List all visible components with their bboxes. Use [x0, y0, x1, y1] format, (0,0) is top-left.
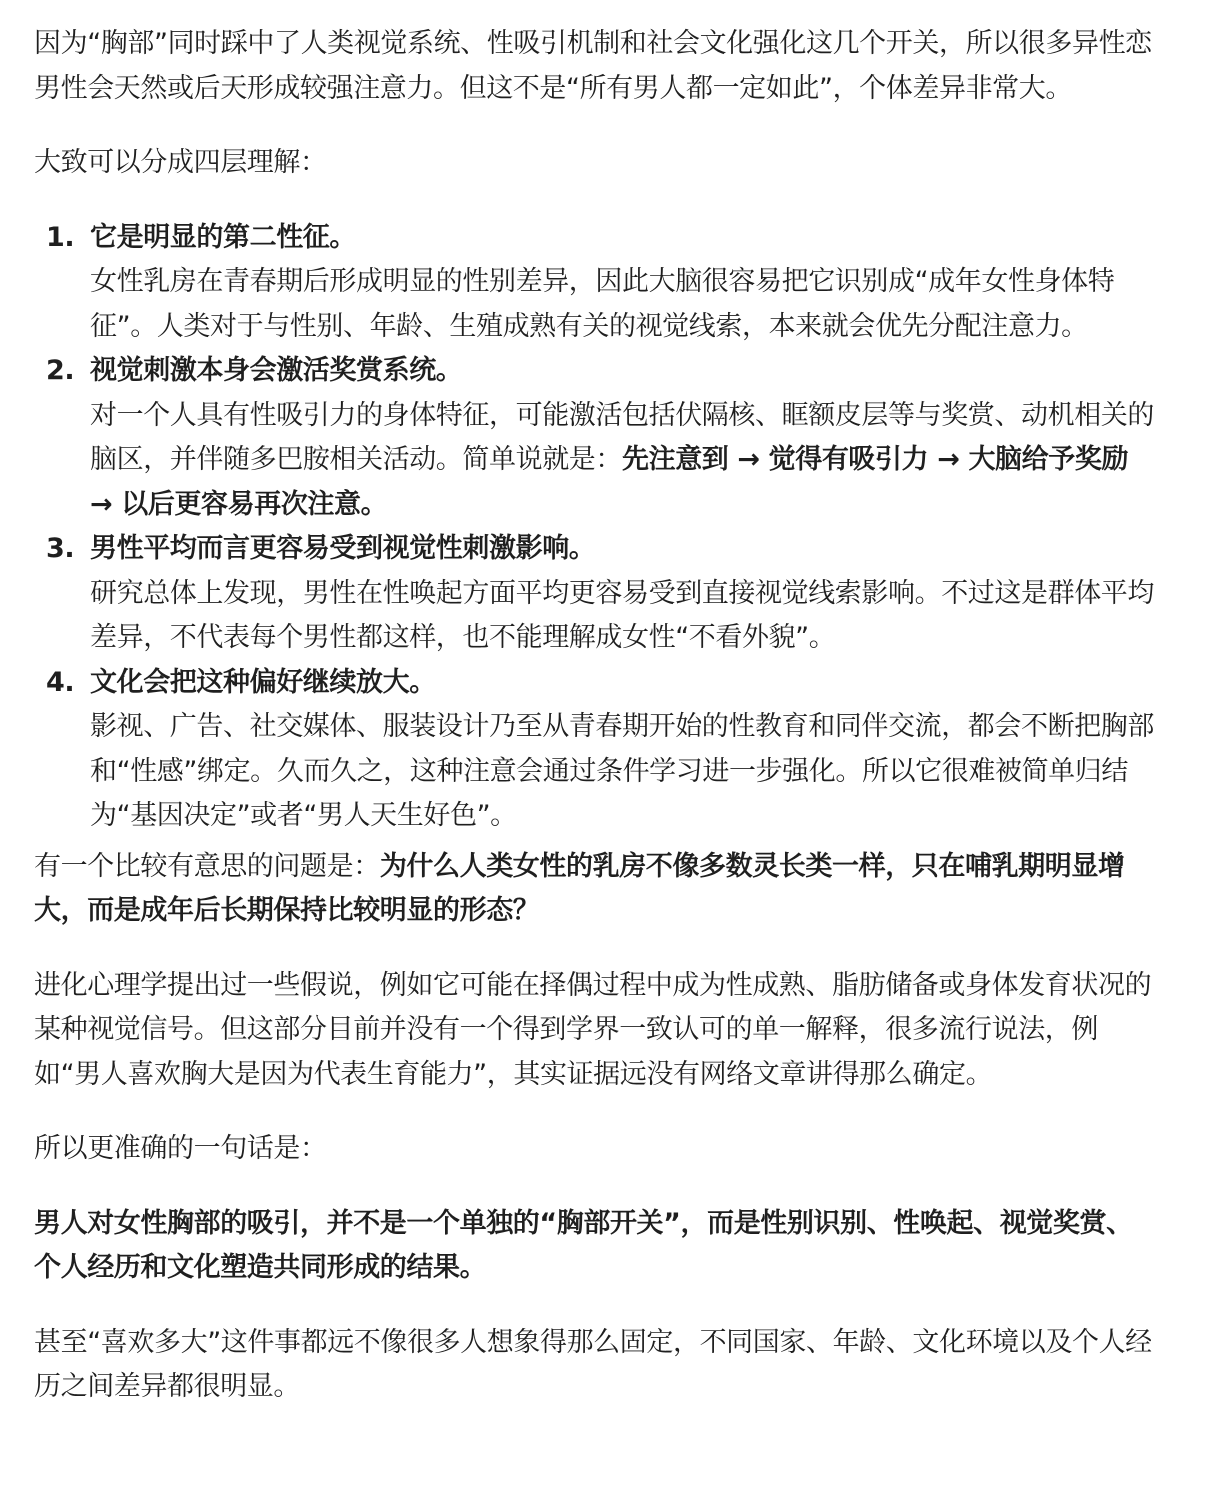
- list-item-body: [90, 394, 1154, 528]
- list-item: [34, 527, 1154, 661]
- list-item-body: 影视、广告、社交媒体、服装设计乃至从青春期开始的性教育和同伴交流，都会不断把胸部和“性感”绑定。久而久之，这种注意会通过条件学习进一步强化。所以它很难被简单归结为“基因决定”或者“男人天生好色”。: [90, 711, 1154, 831]
- list-item: [34, 349, 1154, 527]
- list-item-title: 男性平均而言更容易受到视觉性刺激影响。: [90, 533, 596, 564]
- list-item: [34, 216, 1154, 350]
- list-item-body-text: 对一个人具有性吸引力的身体特征，可能激活包括伏隔核、眶额皮层等与奖赏、动机相关的脑区，并伴随多巴胺相关活动。简单说就是：: [90, 399, 1154, 475]
- four-layers-intro: 大致可以分成四层理解：: [34, 147, 327, 178]
- list-number: 2.: [46, 355, 75, 386]
- list-item-title: 视觉刺激本身会激活奖赏系统。: [90, 355, 463, 386]
- list-item-body-emphasis: 先注意到 → 觉得有吸引力 → 大脑给予奖励 → 以后更容易再次注意。: [90, 444, 1129, 520]
- numbered-list: [34, 216, 1154, 839]
- list-item-title: 文化会把这种偏好继续放大。: [90, 666, 436, 698]
- question-lead: 有一个比较有意思的问题是：: [34, 850, 380, 882]
- list-number: 3.: [46, 533, 75, 564]
- summary-conclusion: 男人对女性胸部的吸引，并不是一个单独的“胸部开关”，而是性别识别、性唤起、视觉奖赏、个人经历和文化塑造共同形成的结果。: [34, 1207, 1133, 1283]
- list-number: 4.: [46, 666, 75, 698]
- list-item: [34, 661, 1154, 839]
- list-item-body: 女性乳房在青春期后形成明显的性别差异，因此大脑很容易把它识别成“成年女性身体特征”。人类对于与性别、年龄、生殖成熟有关的视觉线索，本来就会优先分配注意力。: [90, 266, 1115, 342]
- intro-paragraph: 因为“胸部”同时踩中了人类视觉系统、性吸引机制和社会文化强化这几个开关，所以很多异性恋男性会天然或后天形成较强注意力。但这不是“所有男人都一定如此”，个体差异非常大。: [34, 28, 1152, 104]
- list-number: 1.: [46, 221, 75, 253]
- question-paragraph: [34, 845, 1154, 934]
- question-emphasis: 为什么人类女性的乳房不像多数灵长类一样，只在哺乳期明显增大，而是成年后长期保持比较明显的形态？: [34, 850, 1125, 926]
- final-paragraph: 甚至“喜欢多大”这件事都远不像很多人想象得那么固定，不同国家、年龄、文化环境以及个人经历之间差异都很明显。: [34, 1326, 1152, 1402]
- list-item-title: 它是明显的第二性征。: [90, 221, 356, 253]
- evolution-paragraph: 进化心理学提出过一些假说，例如它可能在择偶过程中成为性成熟、脂肪储备或身体发育状况的某种视觉信号。但这部分目前并没有一个得到学界一致认可的单一解释，很多流行说法，例如“男人喜欢胸大是因为代表生育能力”，其实证据远没有网络文章讲得那么确定。: [34, 969, 1152, 1090]
- summary-lead: 所以更准确的一句话是：: [34, 1133, 327, 1164]
- list-item-body: 研究总体上发现，男性在性唤起方面平均更容易受到直接视觉线索影响。不过这是群体平均差异，不代表每个男性都这样，也不能理解成女性“不看外貌”。: [90, 577, 1154, 653]
